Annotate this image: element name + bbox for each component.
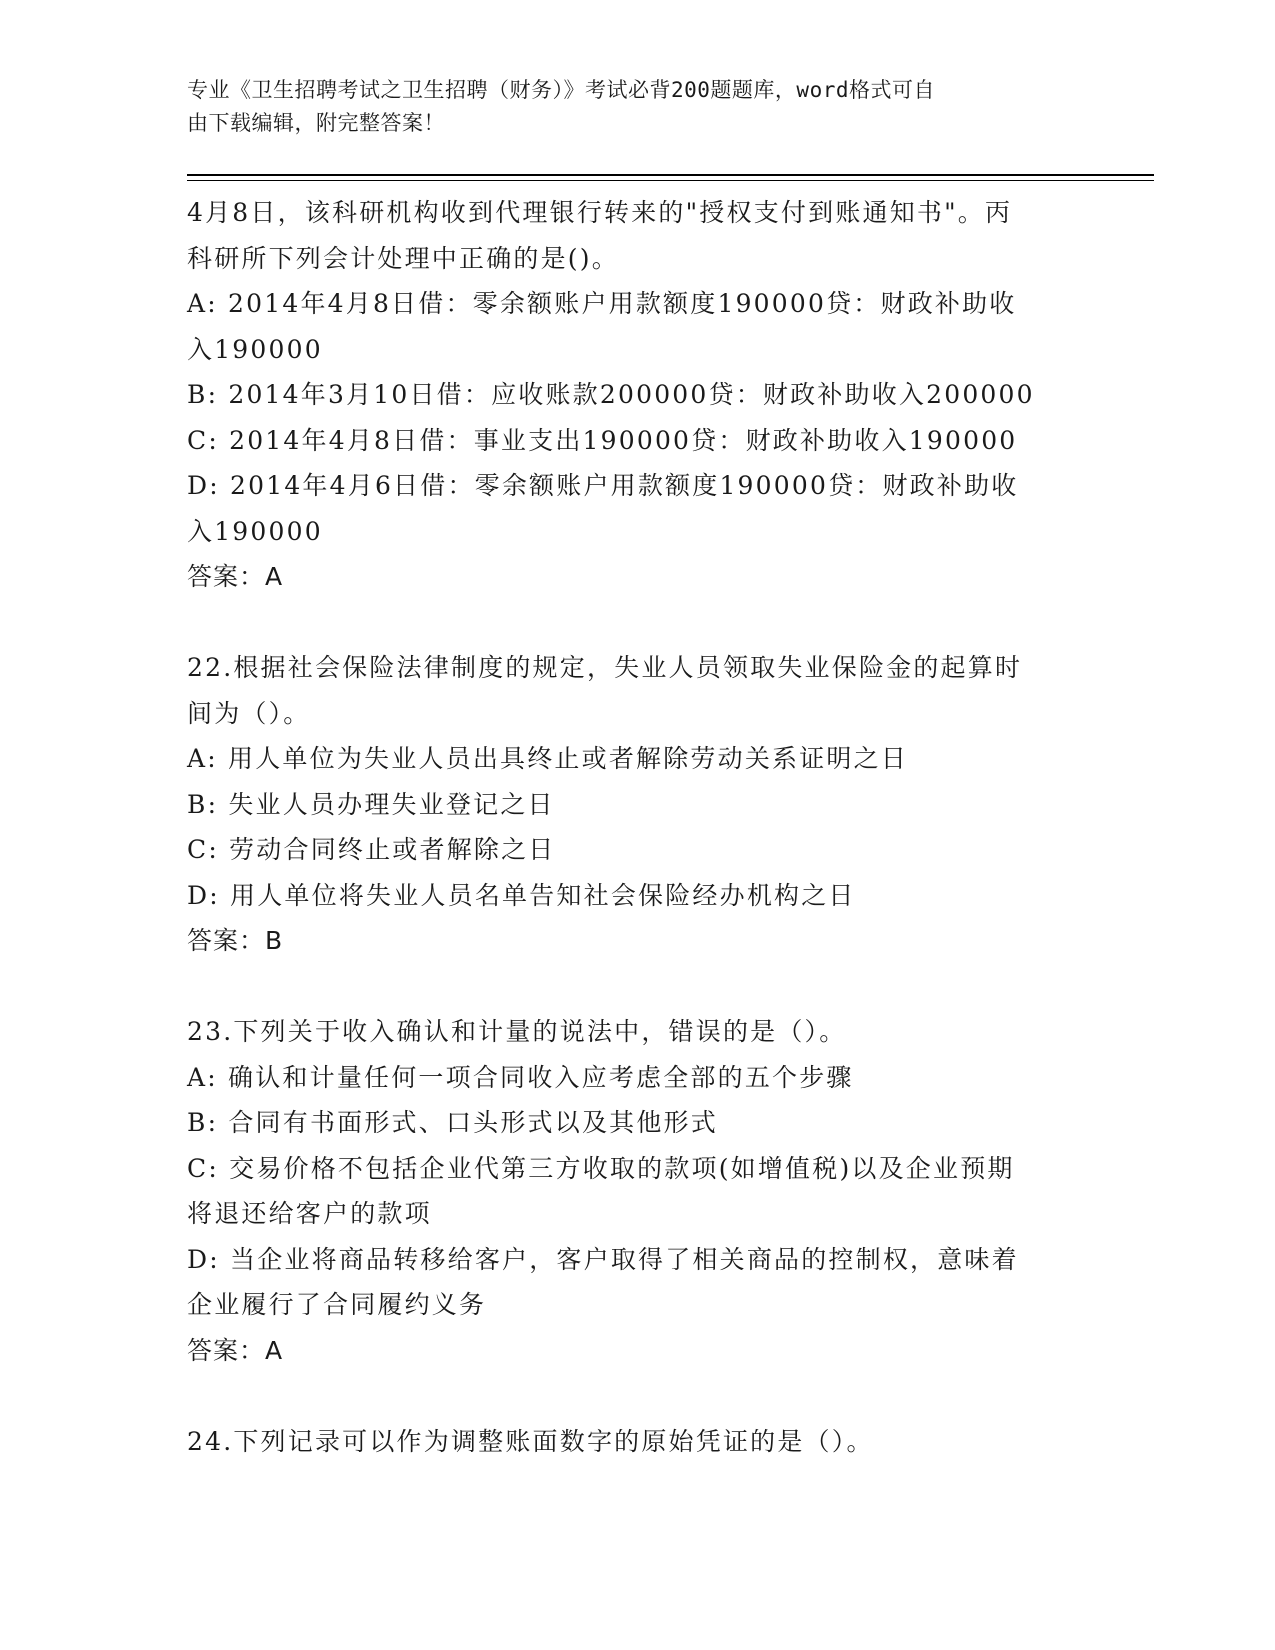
- option-a: A: 用人单位为失业人员出具终止或者解除劳动关系证明之日: [187, 744, 909, 773]
- option-d: D: 2014年4月6日借：零余额账户用款额度190000贷：财政补助收: [187, 471, 1019, 500]
- header-divider-thin: [187, 180, 1154, 181]
- option-c: C: 交易价格不包括企业代第三方收取的款项(如增值税)以及企业预期: [187, 1153, 1015, 1183]
- spacer: [187, 964, 1087, 1010]
- question-stem: 24.下列记录可以作为调整账面数字的原始凭证的是（）。: [187, 1426, 874, 1456]
- header-divider-thick: [187, 174, 1154, 176]
- option-a: A: 确认和计量任何一项合同收入应考虑全部的五个步骤: [187, 1062, 854, 1092]
- option-d: 企业履行了合同履约义务: [187, 1290, 487, 1319]
- document-header: [187, 74, 1067, 140]
- option-b: B: 合同有书面形式、口头形式以及其他形式: [187, 1108, 718, 1137]
- option-d: D: 当企业将商品转移给客户，客户取得了相关商品的控制权，意味着: [187, 1244, 1019, 1274]
- answer: 答案：B: [187, 926, 284, 955]
- option-d: 入190000: [187, 516, 323, 546]
- question-22: [187, 645, 1087, 964]
- option-c: C: 2014年4月8日借：事业支出190000贷：财政补助收入190000: [187, 425, 1018, 455]
- question-24: [187, 1419, 1087, 1465]
- option-a: 入190000: [187, 334, 323, 364]
- question-21: [187, 190, 1087, 600]
- question-stem: 22.根据社会保险法律制度的规定，失业人员领取失业保险金的起算时: [187, 653, 1023, 682]
- option-c: 将退还给客户的款项: [187, 1199, 432, 1228]
- header-line-2: 由下载编辑，附完整答案！: [187, 111, 445, 135]
- option-d: D: 用人单位将失业人员名单告知社会保险经办机构之日: [187, 880, 856, 910]
- answer: 答案：A: [187, 1335, 284, 1365]
- option-b: B: 2014年3月10日借：应收账款200000贷：财政补助收入200000: [187, 380, 1035, 409]
- option-a: A: 2014年4月8日借：零余额账户用款额度190000贷：财政补助收: [187, 289, 1017, 318]
- option-b: B: 失业人员办理失业登记之日: [187, 789, 555, 819]
- spacer: [187, 1373, 1087, 1419]
- question-stem: 科研所下列会计处理中正确的是()。: [187, 243, 619, 273]
- question-stem: 间为（）。: [187, 698, 311, 728]
- question-stem: 4月8日，该科研机构收到代理银行转来的"授权支付到账通知书"。丙: [187, 198, 1013, 227]
- option-c: C: 劳动合同终止或者解除之日: [187, 835, 556, 864]
- header-line-1: 专业《卫生招聘考试之卫生招聘（财务）》考试必背200题题库，word格式可自: [187, 78, 935, 102]
- question-23: [187, 1009, 1087, 1373]
- answer: 答案：A: [187, 562, 284, 591]
- question-list: [187, 190, 1087, 1464]
- spacer: [187, 600, 1087, 646]
- question-stem: 23.下列关于收入确认和计量的说法中，错误的是（）。: [187, 1017, 847, 1046]
